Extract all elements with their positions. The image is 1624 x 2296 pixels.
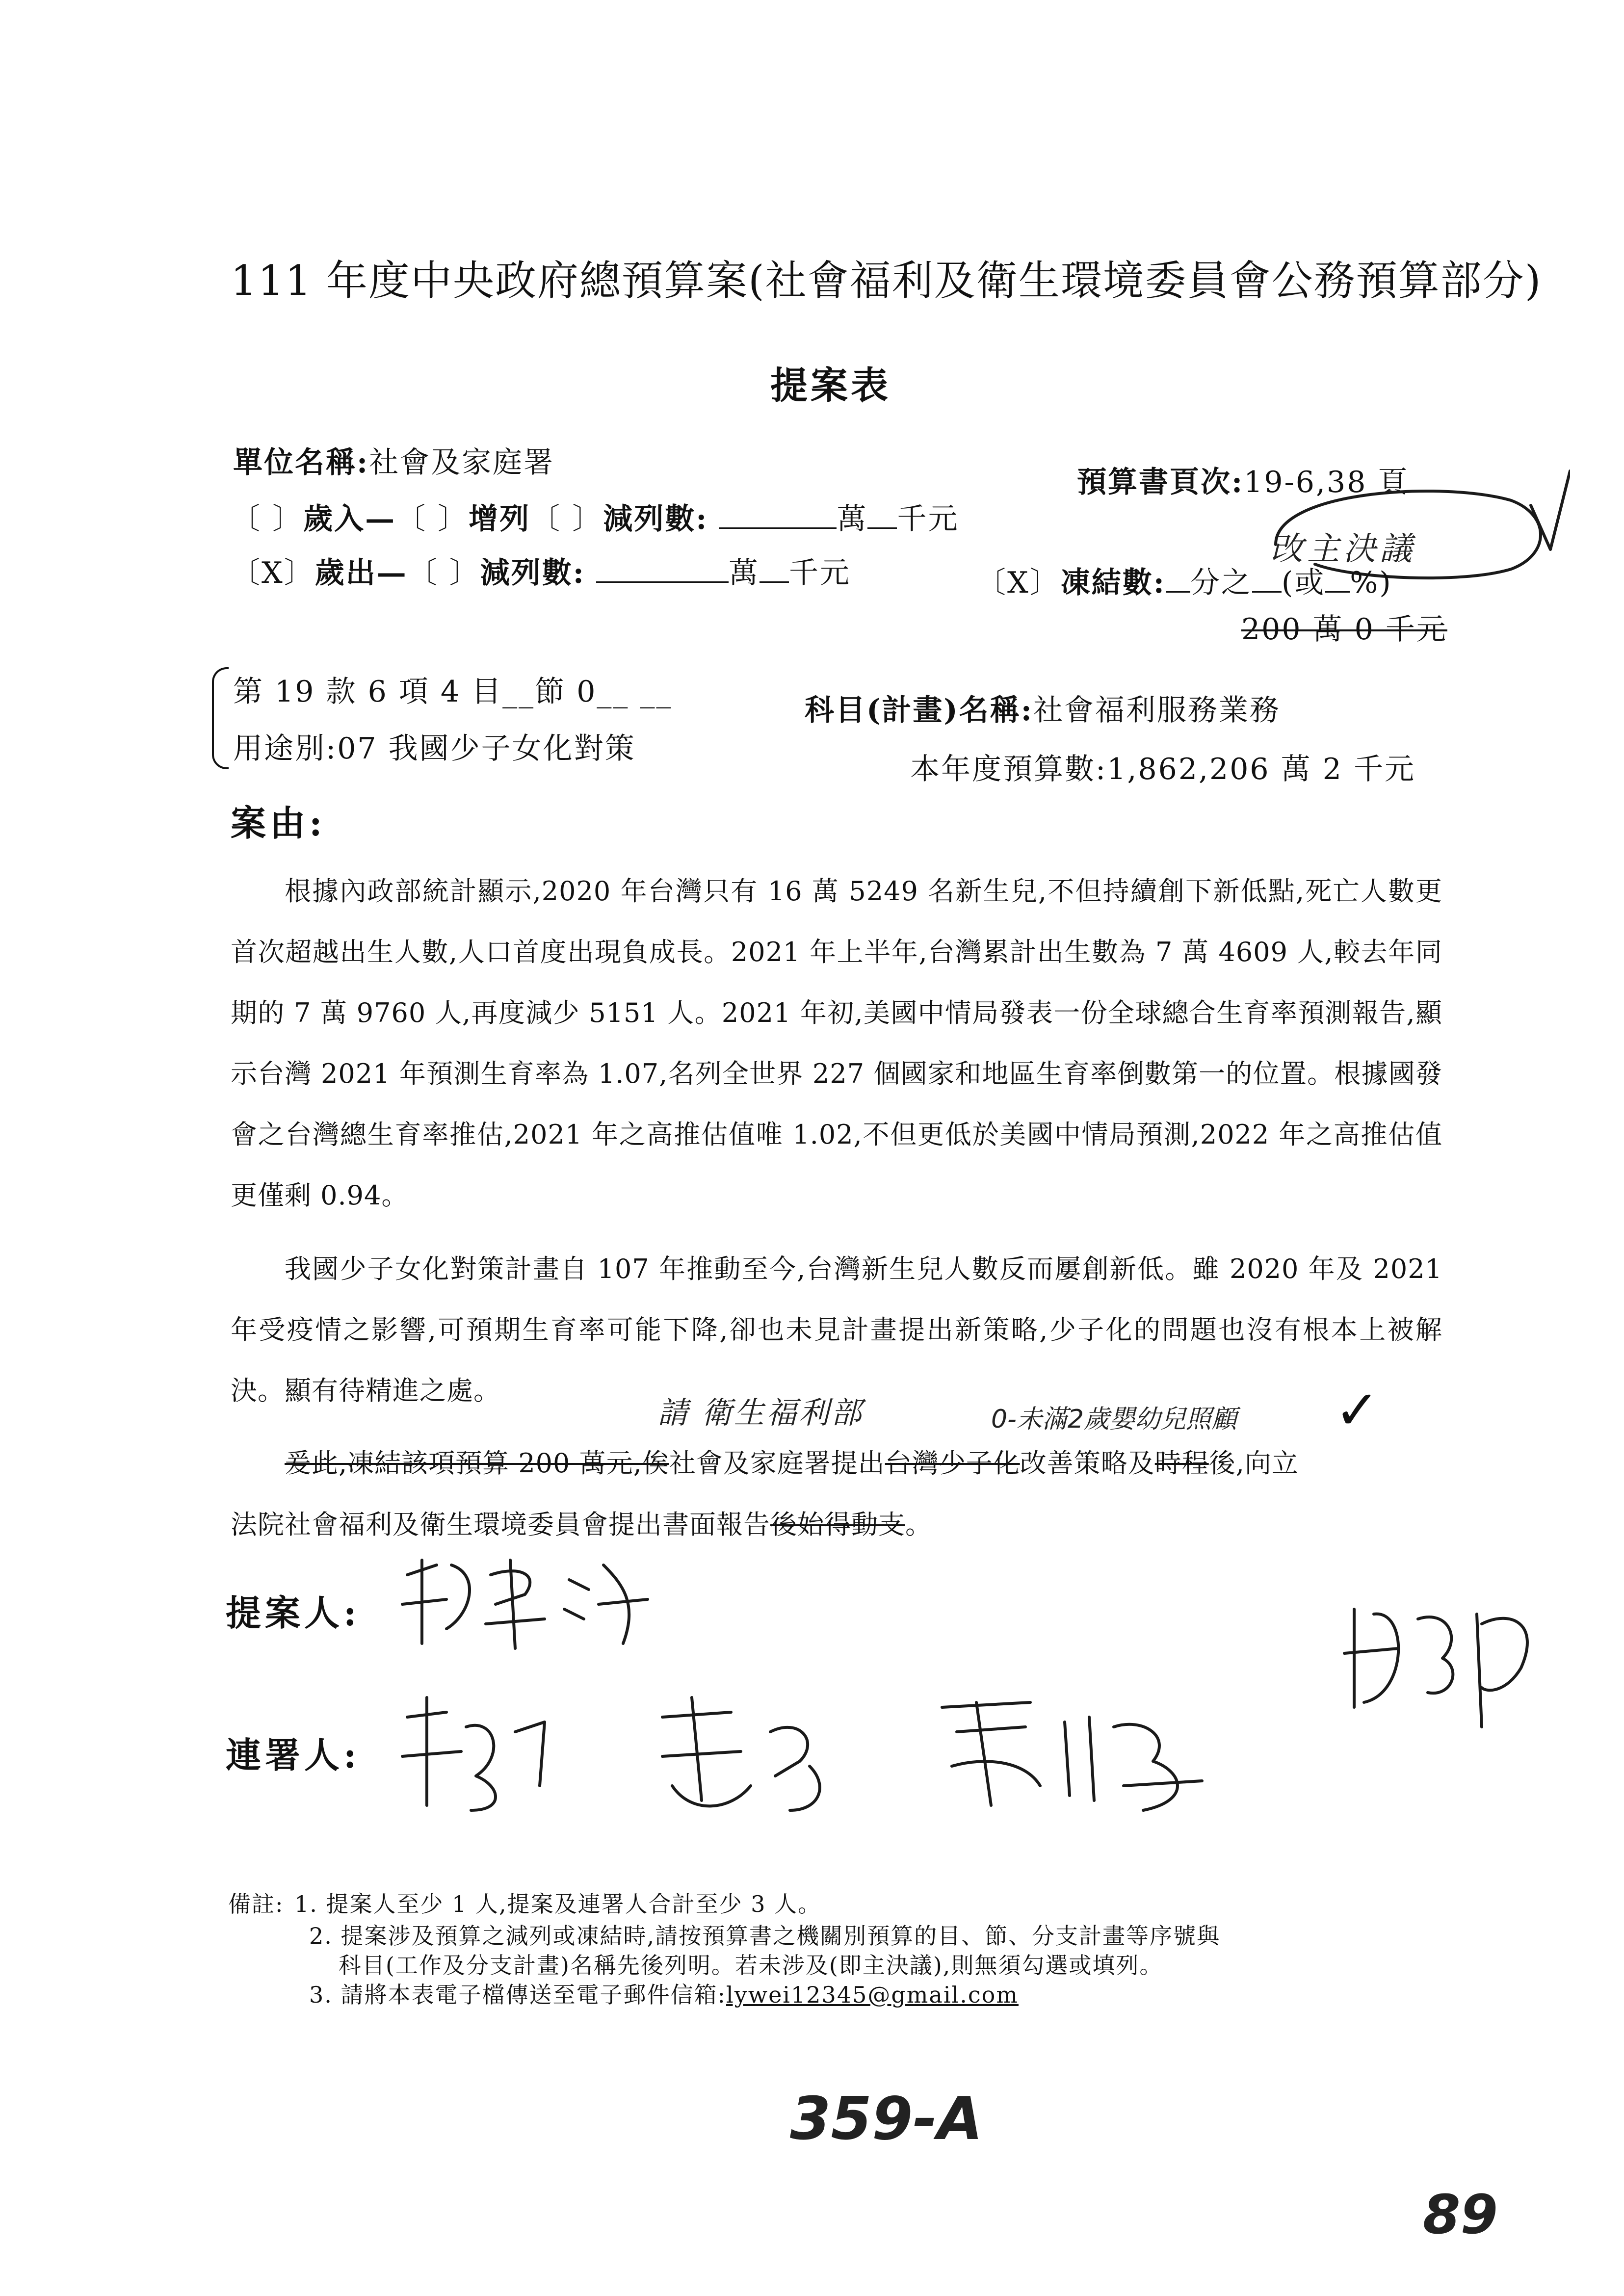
- p3-agency: 社會及家庭署提出: [669, 1448, 885, 1479]
- p3-period: 。: [905, 1509, 932, 1540]
- section-brace: [212, 667, 229, 769]
- add-label: 增列: [469, 502, 531, 536]
- freeze-huo: (或: [1281, 566, 1326, 600]
- revenue-label: 歲入—: [303, 502, 396, 536]
- freeze-fen: 分之: [1190, 566, 1252, 600]
- struck-wait: 俟: [642, 1448, 669, 1479]
- resolution-handnote: 改主決議: [1271, 530, 1416, 568]
- unit-value: 社會及家庭署: [369, 445, 555, 480]
- revenue-line: [231, 496, 959, 538]
- freeze-pct: %): [1350, 566, 1392, 600]
- struck-schedule: 時程: [1154, 1448, 1209, 1479]
- handnote-ministry: 請 衛生福利部: [657, 1395, 864, 1431]
- handnote-infant-care: 0-未滿2歲嬰幼兒照顧: [991, 1405, 1237, 1434]
- cut-label: 減列數:: [603, 502, 708, 536]
- budget-amount-row: [910, 746, 1415, 788]
- form-subtitle: 提案表: [770, 364, 891, 407]
- cosigner-signatures: [388, 1688, 1222, 1825]
- qian-unit: 千元: [897, 502, 959, 536]
- note-2a: 2. 提案涉及預算之減列或凍結時,請按預算書之機關別預算的目、節、分支計畫等序號與: [309, 1923, 1221, 1949]
- p3-after: 後,向立: [1208, 1448, 1299, 1479]
- unit-name-row: [233, 439, 554, 481]
- expense-line: [231, 549, 851, 592]
- struck-freeze-clause: 爰此,凍結該項預算 200 萬元,: [285, 1448, 642, 1479]
- cosigner-label: 連署人:: [226, 1734, 361, 1776]
- unit-label: 單位名稱:: [233, 445, 369, 480]
- budget-page-value: 19-6,38 頁: [1244, 465, 1409, 499]
- freeze-label: 凍結數:: [1060, 566, 1166, 600]
- handwritten-page-number: 359-A: [790, 2085, 983, 2153]
- revenue-qian-blank: [867, 504, 897, 529]
- reason-heading: 案由:: [231, 802, 326, 844]
- freeze-line: [976, 559, 1392, 601]
- proposer-signature: [393, 1545, 667, 1663]
- struck-taiwan-low-birth: 台灣少子化: [885, 1448, 1020, 1479]
- p3-strategy: 改善策略及: [1020, 1448, 1155, 1479]
- wan-unit: 萬: [837, 502, 868, 536]
- p3-legislature: 法院社會福利及衛生環境委員會提出書面報告: [231, 1509, 770, 1540]
- freeze-amount-struck: 200 萬 0 千元: [1241, 612, 1447, 647]
- freeze-den-blank: [1252, 568, 1282, 593]
- note-3-label: 3. 請將本表電子檔傳送至電子郵件信箱:: [309, 1982, 727, 2008]
- budget-amount-value: 1,862,206 萬 2 千元: [1107, 752, 1415, 786]
- add-checkbox: 〔 〕: [396, 502, 469, 536]
- paragraph-3-line2: [231, 1504, 932, 1541]
- right-margin-signature: [1335, 1580, 1570, 1766]
- handnote-check-icon: ✓: [1335, 1379, 1380, 1441]
- page-title: 111 年度中央政府總預算案(社會福利及衛生環境委員會公務預算部分): [231, 257, 1542, 305]
- note-3: [309, 1980, 1019, 2010]
- note-3-email: lywei12345@gmail.com: [726, 1982, 1019, 2008]
- revenue-checkbox: 〔 〕: [231, 502, 304, 536]
- expense-qian-blank: [760, 558, 789, 583]
- freeze-num-blank: [1166, 568, 1190, 593]
- paragraph-2-text: 我國少子女化對策計畫自 107 年推動至今,台灣新生兒人數反而屢創新低。雖 2020 年及 2021 年受疫情之影響,可預期生育率可能下降,卻也未見計畫提出新策略,少子化的問題也沒有根本上被解決。顯有待精進之處。: [231, 1253, 1442, 1406]
- budget-amount-label: 本年度預算數:: [910, 752, 1107, 786]
- expense-wan-blank: [596, 558, 729, 583]
- proposer-label: 提案人:: [226, 1592, 361, 1634]
- reason-paragraph-1: [231, 861, 1442, 1226]
- subject-value: 社會福利服務業務: [1033, 693, 1281, 728]
- expense-wan-unit: 萬: [729, 556, 760, 590]
- freeze-checkbox: 〔X〕: [976, 566, 1061, 600]
- expense-label: 歲出—: [314, 556, 408, 590]
- paragraph-1-text: 根據內政部統計顯示,2020 年台灣只有 16 萬 5249 名新生兒,不但持續創下新低點,死亡人數更首次超越出生人數,人口首度出現負成長。2021 年上半年,台灣累計出生數為 7 萬 4609 人,較去年同期的 7 萬 9760 人,再度減少 5151 人。2021 年初,美國中情局發表一份全球總合生育率預測報告,顯示台灣 2021 年預測生育率為 1.07,名列全世界 227 個國家和地區生育率倒數第一的位置。根據國發會之台灣總生育率推估,2021 年之高推估值唯 1.02,不但更低於美國中情局預測,2022 年之高推估值更僅剩 0.94。: [231, 876, 1442, 1211]
- expense-checkbox: 〔X〕: [231, 556, 315, 590]
- freeze-pct-blank: [1325, 568, 1350, 593]
- note-2b: 科目(工作及分支計畫)名稱先後列明。若未涉及(即主決議),則無須勾選或填列。: [339, 1952, 1163, 1979]
- expense-qian-unit: 千元: [789, 556, 851, 590]
- budget-page-label: 預算書頁次:: [1077, 465, 1244, 499]
- subject-label: 科目(計畫)名稱:: [805, 693, 1033, 728]
- cut-checkbox: 〔 〕: [530, 502, 603, 536]
- notes-label: 備註:: [228, 1891, 284, 1917]
- handwritten-corner-number: 89: [1423, 2183, 1498, 2246]
- section-line1: 第 19 款 6 項 4 目__節 0__ __: [233, 675, 673, 709]
- note-1: 1. 提案人至少 1 人,提案及連署人合計至少 3 人。: [294, 1891, 822, 1917]
- struck-release-clause: 後始得動支: [770, 1509, 905, 1540]
- expense-cut-label: 減列數:: [480, 556, 585, 590]
- paragraph-3-line1: [285, 1442, 1299, 1480]
- subject-row: [805, 687, 1281, 729]
- section-line2: 用途別:07 我國少子女化對策: [233, 731, 636, 766]
- revenue-wan-blank: [719, 504, 837, 529]
- expense-cut-checkbox: 〔 〕: [407, 556, 480, 590]
